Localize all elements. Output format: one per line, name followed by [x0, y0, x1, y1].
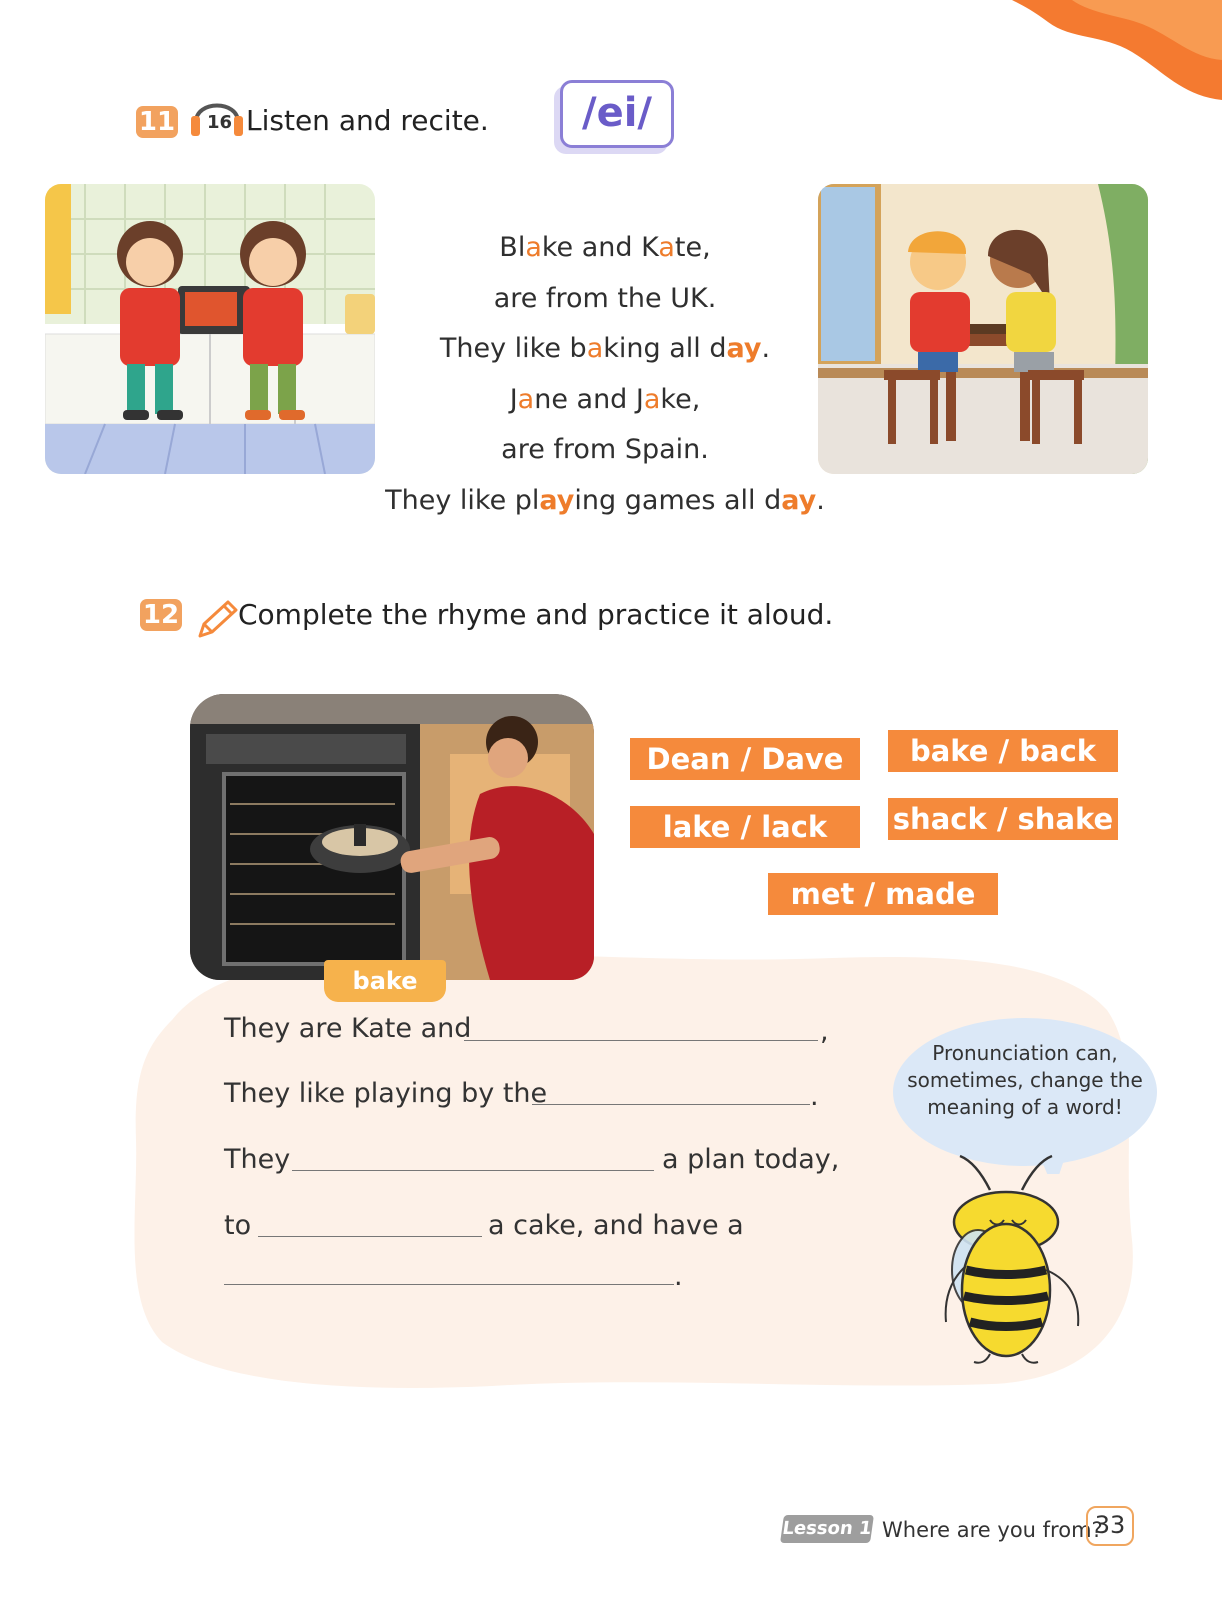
exercise-12-number: 12: [140, 599, 182, 631]
exercise-11-title: Listen and recite.: [246, 104, 489, 137]
poem-line: [380, 228, 830, 279]
answer-blank-2[interactable]: [532, 1104, 810, 1105]
rhyme-line-2-punct: .: [810, 1081, 819, 1112]
board-game-illustration: [818, 184, 1148, 474]
answer-blank-4[interactable]: [258, 1236, 482, 1237]
poem-text: .: [816, 484, 825, 516]
poem-line: [380, 329, 830, 380]
rhyme-line-4-end: a cake, and have a: [488, 1210, 744, 1241]
rhyme-line-2: They like playing by the: [224, 1078, 548, 1109]
poem-text: .: [761, 333, 771, 365]
poem-highlight: ay: [539, 484, 575, 516]
word-choice-shack-shake[interactable]: shack / shake: [888, 798, 1118, 840]
poem-line: [380, 481, 830, 532]
photo-label: bake: [324, 960, 446, 1002]
poem-highlight: a: [658, 232, 675, 263]
poem-text: ne and J: [534, 383, 644, 415]
rhyme-line-3-end: a plan today,: [662, 1144, 840, 1175]
poem-highlight: a: [586, 333, 604, 365]
poem-text: king all d: [603, 333, 727, 365]
poem-text: te,: [674, 232, 711, 263]
answer-blank-1[interactable]: [464, 1040, 818, 1041]
poem-text: ke,: [660, 383, 701, 415]
exercise-12-title: Complete the rhyme and practice it aloud.: [238, 598, 834, 631]
poem-text: are from Spain.: [501, 434, 709, 466]
poem-text: They like pl: [385, 484, 540, 516]
poem-text: ke and K: [541, 232, 659, 263]
poem-highlight: ay: [781, 484, 817, 516]
word-choice-lake-lack[interactable]: lake / lack: [630, 806, 860, 848]
pronunciation-tip: Pronunciation can, sometimes, change the meaning of a word!: [907, 1041, 1143, 1119]
unit-title: Where are you from?: [882, 1518, 1103, 1542]
rhyme-line-5-punct: .: [674, 1261, 683, 1292]
answer-blank-5[interactable]: [224, 1284, 674, 1285]
rhyme-line-3-start: They: [224, 1144, 291, 1175]
lesson-badge: Lesson 1: [780, 1515, 874, 1543]
poem-highlight: a: [517, 383, 535, 415]
pencil-icon: [196, 600, 240, 640]
kitchen-illustration: [45, 184, 375, 474]
poem-highlight: ay: [726, 333, 762, 365]
exercise-11-number: 11: [136, 106, 178, 138]
poem-line: [380, 279, 830, 330]
poem-line: [380, 430, 830, 481]
rhyme-line-4-start: to: [224, 1210, 252, 1241]
rhyme-line-1: They are Kate and: [224, 1013, 472, 1044]
poem-text: J: [509, 383, 518, 415]
word-choice-met-made[interactable]: met / made: [768, 873, 998, 915]
word-choice-dean-dave[interactable]: Dean / Dave: [630, 738, 860, 780]
phoneme-card: /ei/: [560, 80, 674, 148]
bee-mascot-icon: [930, 1150, 1090, 1370]
rhyme-line-1-punct: ,: [820, 1016, 829, 1047]
audio-track-number: 16: [207, 112, 233, 133]
poem-text: They like b: [439, 333, 587, 365]
poem-highlight: a: [525, 232, 542, 263]
poem-text: Bl: [499, 232, 526, 263]
word-choice-bake-back[interactable]: bake / back: [888, 730, 1118, 772]
poem-text: are from the UK.: [493, 282, 717, 314]
page-number: 33: [1086, 1506, 1134, 1546]
poem: [380, 228, 830, 532]
poem-highlight: a: [643, 383, 661, 415]
poem-text: ing games all d: [574, 484, 782, 516]
answer-blank-3[interactable]: [292, 1170, 654, 1171]
corner-decoration: [1012, 0, 1222, 100]
poem-line: [380, 380, 830, 431]
oven-photo: [190, 694, 594, 980]
